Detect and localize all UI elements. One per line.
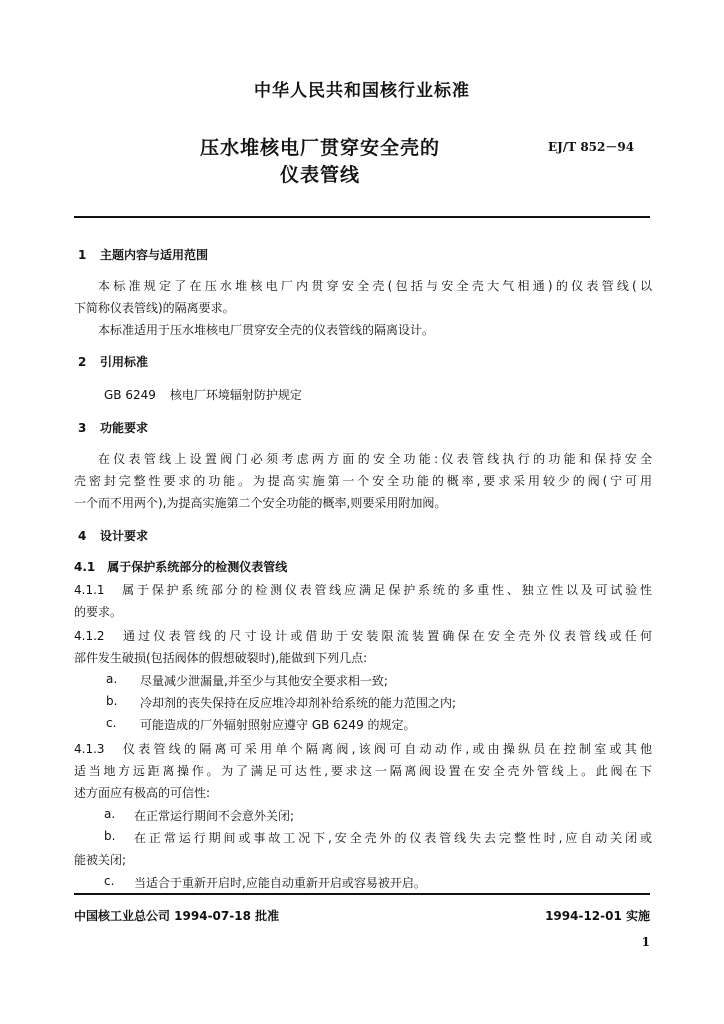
item-marker: c.: [104, 874, 115, 888]
clause-4-1-3-item-c: [104, 874, 426, 891]
referenced-standard-title: 核电厂环境辐射防护规定: [169, 388, 302, 402]
standard-code: EJ/T 852－94: [548, 140, 635, 154]
header-divider: [74, 216, 650, 218]
clause-4-1-3-item-b-line-2: 能被关闭;: [74, 853, 127, 867]
section-3-line-3: 一个而不用两个),为提高实施第二个安全功能的概率,则要采用附加阀。: [74, 496, 447, 510]
section-number: 2: [78, 355, 87, 369]
document-title-line-2: 仪表管线: [279, 164, 360, 186]
clause-4-1-2-item-b: [106, 694, 456, 711]
subsection-title: 属于保护系统部分的检测仪表管线: [107, 560, 288, 574]
clause-4-1-1-line-2: 的要求。: [74, 605, 123, 619]
section-number: 1: [78, 248, 87, 262]
section-title: 设计要求: [100, 529, 149, 543]
referenced-standard-code: GB 6249: [104, 388, 156, 402]
approval-statement: 中国核工业总公司 1994-07-18 批准: [74, 909, 280, 923]
industry-standard-heading: 中华人民共和国核行业标准: [254, 81, 470, 101]
clause-4-1-1-line-1: 4.1.1 属于保护系统部分的检测仪表管线应满足保护系统的多重性、独立性以及可试验性: [74, 583, 652, 597]
item-text: 在正常运行期间不会意外关闭;: [134, 809, 295, 823]
subsection-number: 4.1: [74, 560, 96, 574]
clause-4-1-2-item-a: [106, 672, 388, 689]
referenced-standard: [104, 386, 658, 403]
page-number: 1: [641, 935, 650, 949]
clause-4-1-3-item-b: [104, 829, 652, 846]
section-1-paragraph-1-line-1: 本标准规定了在压水堆核电厂内贯穿安全壳(包括与安全壳大气相通)的仪表管线(以: [98, 279, 652, 293]
section-1-paragraph-2: 本标准适用于压水堆核电厂贯穿安全壳的仪表管线的隔离设计。: [98, 323, 435, 337]
section-2-heading: [78, 353, 148, 370]
section-3-heading: [78, 419, 148, 436]
item-text: 当适合于重新开启时,应能自动重新开启或容易被开启。: [134, 876, 426, 890]
clause-4-1-3-line-3: 述方面应有极高的可信性:: [74, 786, 211, 800]
clause-4-1-3-line-1: 4.1.3 仪表管线的隔离可采用单个隔离阀,该阀可自动动作,或由操纵员在控制室或其他: [74, 742, 652, 756]
footer-divider: [74, 893, 650, 895]
clause-4-1-3-line-2: 适当地方远距离操作。为了满足可达性,要求这一隔离阀设置在安全壳外管线上。此阀在下: [74, 764, 652, 778]
effective-date: 1994-12-01 实施: [545, 909, 650, 923]
clause-4-1-3-item-a: [104, 807, 294, 824]
clause-4-1-2-line-2: 部件发生破损(包括阀体的假想破裂时),能做到下列几点:: [74, 651, 368, 665]
item-marker: a.: [104, 807, 116, 821]
subsection-4-1-heading: [74, 558, 287, 575]
section-title: 引用标准: [100, 355, 149, 369]
section-3-line-2: 壳密封完整性要求的功能。为提高实施第一个安全功能的概率,要求采用较少的阀(宁可用: [74, 474, 652, 488]
section-title: 功能要求: [100, 421, 149, 435]
section-1-heading: [78, 246, 208, 263]
clause-4-1-2-line-1: 4.1.2 通过仪表管线的尺寸设计或借助于安装限流装置确保在安全壳外仪表管线或任何: [74, 629, 652, 643]
item-text: 尽量减少泄漏量,并至少与其他安全要求相一致;: [140, 674, 388, 688]
clause-4-1-2-item-c: [106, 716, 416, 733]
item-text-line-1: 在正常运行期间或事故工况下,安全壳外的仪表管线失去完整性时,应自动关闭或: [134, 831, 652, 845]
section-4-heading: [78, 527, 148, 544]
item-marker: b.: [104, 829, 116, 843]
section-number: 4: [78, 529, 87, 543]
item-marker: a.: [106, 672, 118, 686]
section-number: 3: [78, 421, 87, 435]
section-3-line-1: 在仪表管线上设置阀门必须考虑两方面的安全功能:仪表管线执行的功能和保持安全: [98, 452, 652, 466]
section-1-paragraph-1-line-2: 下简称仪表管线)的隔离要求。: [74, 301, 235, 315]
item-marker: b.: [106, 694, 118, 708]
item-text: 可能造成的厂外辐射照射应遵守 GB 6249 的规定。: [140, 718, 416, 732]
section-title: 主题内容与适用范围: [100, 248, 209, 262]
item-marker: c.: [106, 716, 117, 730]
document-title-line-1: 压水堆核电厂贯穿安全壳的: [199, 137, 440, 159]
item-text: 冷却剂的丧失保持在反应堆冷却剂补给系统的能力范围之内;: [140, 696, 457, 710]
